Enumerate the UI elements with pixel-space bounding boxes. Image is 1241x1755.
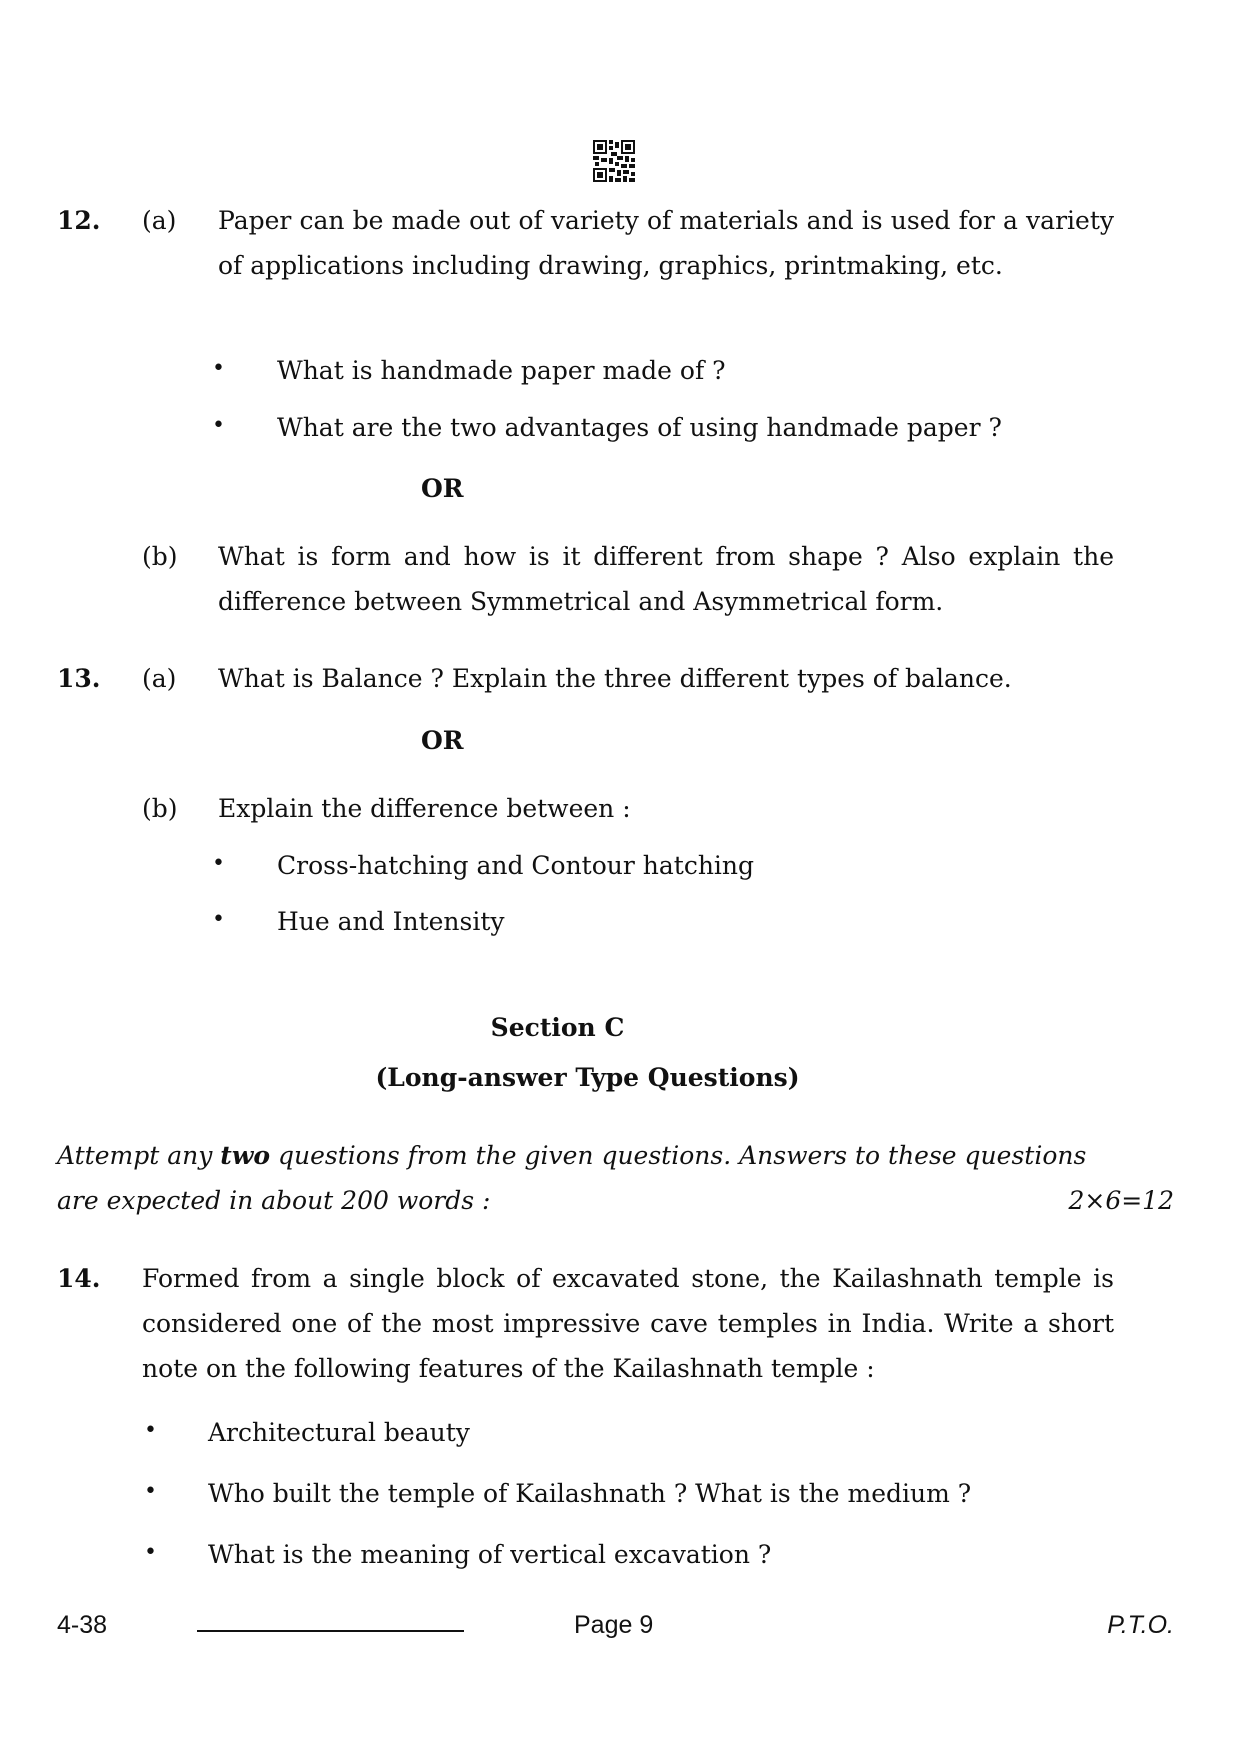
footer-code: 4-38	[57, 1611, 108, 1639]
footer-rule	[197, 1630, 464, 1632]
bullet-icon: •	[212, 851, 225, 876]
q13-or-separator: OR	[421, 726, 464, 755]
q12-part-b-label: (b)	[142, 542, 178, 571]
section-instruction-line-2: are expected in about 200 words :	[57, 1186, 491, 1215]
q12-a-bullet-2: What are the two advantages of using handmade paper ?	[277, 413, 1002, 442]
bullet-icon: •	[212, 356, 225, 381]
q12-or-separator: OR	[421, 474, 464, 503]
q13-part-a-text: What is Balance ? Explain the three different types of balance.	[218, 664, 1012, 693]
q12-part-a-label: (a)	[142, 206, 177, 235]
section-subtitle: (Long-answer Type Questions)	[375, 1063, 800, 1092]
bullet-icon: •	[144, 1540, 157, 1565]
bullet-icon: •	[212, 907, 225, 932]
q13-part-b-label: (b)	[142, 794, 178, 823]
footer-page-number: Page 9	[574, 1611, 654, 1639]
bullet-icon: •	[212, 413, 225, 438]
question-number-12: 12.	[57, 206, 101, 235]
q13-b-bullet-2: Hue and Intensity	[277, 907, 505, 936]
q14-text: Formed from a single block of excavated stone, the Kailashnath temple is considered one of the most impressive cave temples in India. Write a short note on the following features of the Kailashnath temple :	[142, 1264, 1114, 1383]
q12-part-b-text: What is form and how is it different from shape ? Also explain the difference between Symmetrical and Asymmetrical form.	[218, 542, 1114, 616]
instruction-emphasis: two	[220, 1141, 271, 1170]
section-marks: 2×6=12	[1068, 1186, 1174, 1215]
bullet-icon: •	[144, 1418, 157, 1443]
q13-part-b-text: Explain the difference between :	[218, 794, 631, 823]
q14-bullet-1: Architectural beauty	[208, 1418, 470, 1447]
q14-bullet-2: Who built the temple of Kailashnath ? What is the medium ?	[208, 1479, 972, 1508]
footer-pto: P.T.O.	[1107, 1611, 1174, 1639]
q13-b-bullet-1: Cross-hatching and Contour hatching	[277, 851, 755, 880]
question-number-13: 13.	[57, 664, 101, 693]
q12-a-bullet-1: What is handmade paper made of ?	[277, 356, 726, 385]
q14-bullet-3: What is the meaning of vertical excavation ?	[208, 1540, 772, 1569]
q12-part-a-text: Paper can be made out of variety of materials and is used for a variety of applications including drawing, graphics, printmaking, etc.	[218, 206, 1114, 280]
qr-code-icon	[593, 140, 635, 182]
q13-part-a-label: (a)	[142, 664, 177, 693]
section-title: Section C	[490, 1013, 625, 1042]
section-instruction: Attempt any two questions from the given questions. Answers to these questions	[57, 1141, 1087, 1170]
question-number-14: 14.	[57, 1264, 101, 1293]
bullet-icon: •	[144, 1479, 157, 1504]
